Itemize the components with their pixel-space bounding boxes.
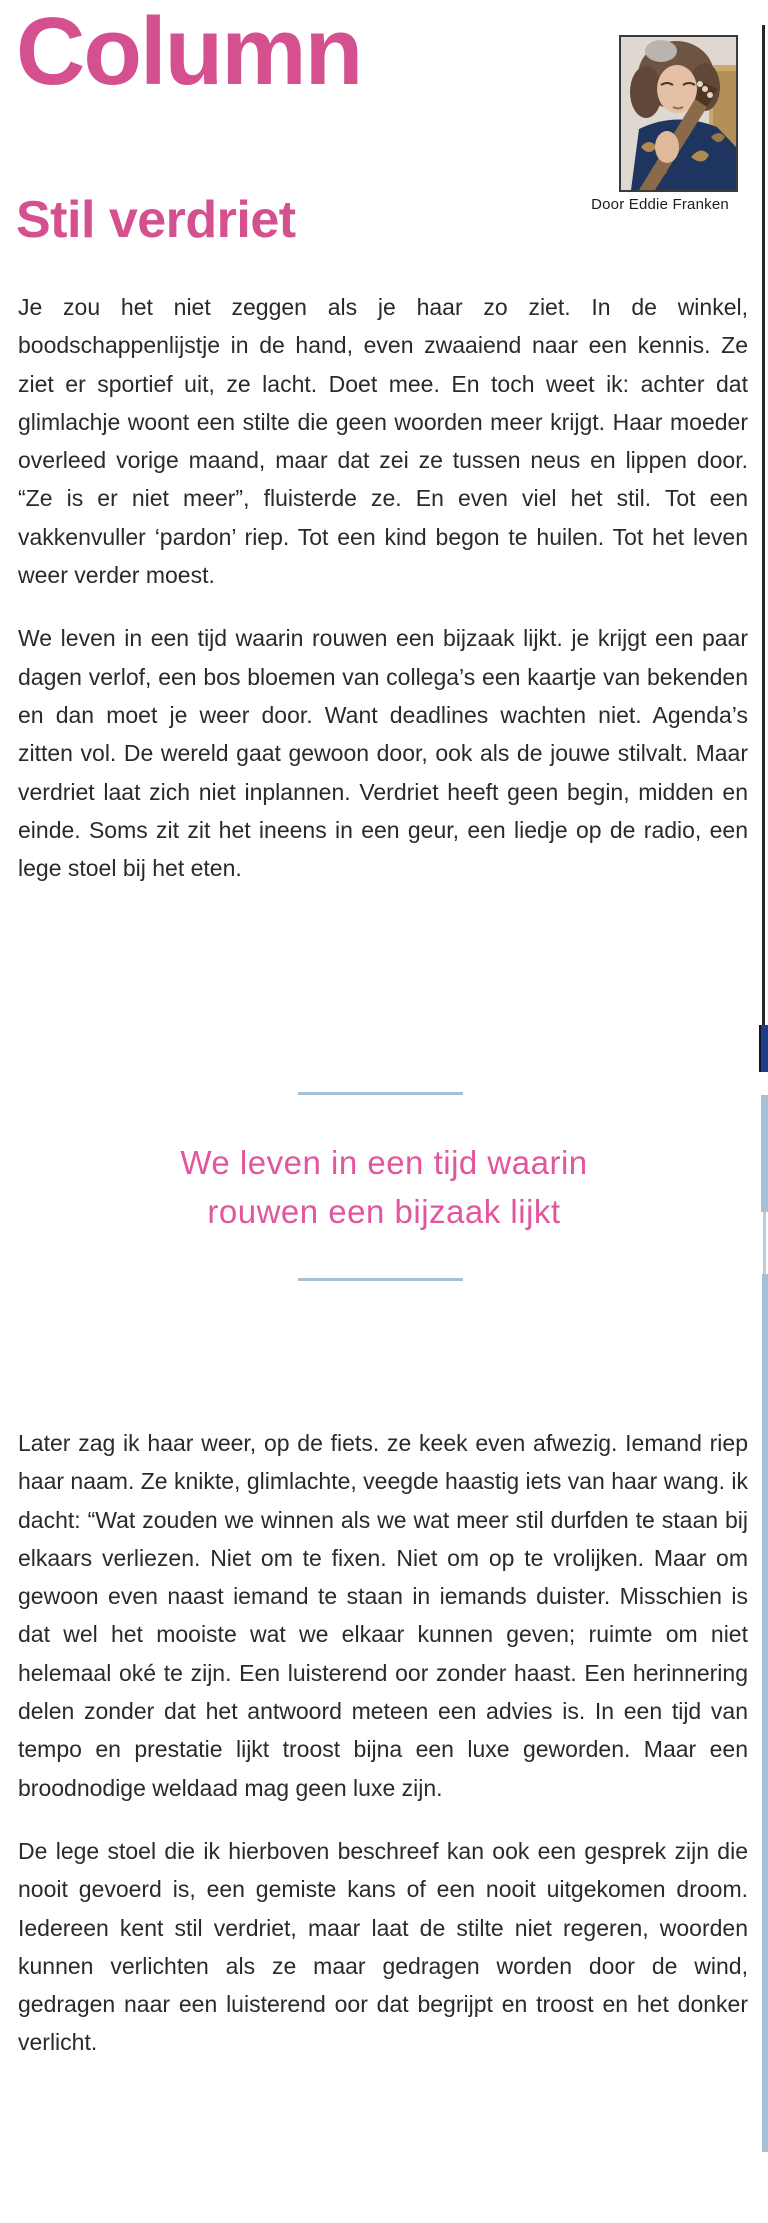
body-paragraph: We leven in een tijd waarin rouwen een bijzaak lijkt. je krijgt een paar dagen verlof, een bos bloemen van collega’s een kaartje van bekenden en dan moet je weer door. Want deadlines wachten niet. Agenda’s zitten vol. De wereld gaat gewoon door, ook als de jouwe stilvalt. Maar verdriet laat zich niet inplannen. Verdriet heeft geen begin, midden en einde. Soms zit zit het ineens in een geur, een liedje op de radio, een lege stoel bij het eten. <box>18 625 748 882</box>
body-paragraph: De lege stoel die ik hierboven beschreef kan ook een gesprek zijn die nooit gevoerd is, een gemiste kans of een nooit uitgekomen droom. Iedereen kent stil verdriet, maar laat de stilte niet regeren, woorden kunnen verlichten als ze maar gedragen worden door de wind, gedragen naar een luisterend oor dat begrijpt en troost en het donker verlicht. <box>18 1837 748 2056</box>
pullquote-divider-top <box>298 1092 463 1095</box>
page-title: Column <box>16 0 362 105</box>
author-photo <box>619 35 738 192</box>
author-photo-image <box>621 37 736 190</box>
photo-byline: Door Eddie Franken <box>591 196 729 213</box>
page-edge-line-blue <box>763 1212 766 1274</box>
pullquote <box>104 1138 664 1236</box>
body-paragraph: Je zou het niet zeggen als je haar zo ziet. In de winkel, boodschappenlijstje in de hand, even zwaaiend naar een kennis. Ze ziet er sportief uit, ze lacht. Doet mee. En toch weet ik: achter dat glimlachje woont een stilte die geen woorden meer krijgt. Haar moeder overleed vorige maand, maar dat zei ze tussen neus en lippen door. “Ze is er niet meer”, fluisterde ze. En even viel het stil. Tot een vakkenvuller ‘pardon’ riep. Tot een kind begon te huilen. Tot het leven weer verder moest. <box>18 294 748 589</box>
body-paragraph: Later zag ik haar weer, op de fiets. ze keek even afwezig. Iemand riep haar naam. Ze knikte, glimlachte, veegde haastig iets van haar wang. ik dacht: “Wat zouden we winnen als we wat meer stil durfden te staan bij elkaars verliezen. Niet om te fixen. Niet om op te vrolijken. Maar om gewoon even naast iemand te staan in iemands duister. Misschien is dat wel het mooiste wat we elkaar kunnen geven; ruimte om niet helemaal oké te zijn. Een luisterend oor zonder haast. Een herinnering delen zonder dat het antwoord meteen een advies is. In een tijd van tempo en prestatie lijkt troost bijna een luxe geworden. Maar een broodnodige weldaad mag geen luxe zijn. <box>18 1430 749 1801</box>
pullquote-text: We leven in een tijd waarin rouwen een bijzaak lijkt <box>180 1144 588 1230</box>
article-body-bottom <box>18 1424 748 2087</box>
page-edge-rule <box>762 25 765 1025</box>
article-body-top <box>18 288 748 912</box>
page-edge-tab-blue-long <box>762 1274 768 2152</box>
article-title: Stil verdriet <box>16 191 296 249</box>
page-edge-tab-navy <box>759 1025 768 1072</box>
page-edge-tab-blue <box>761 1095 768 1212</box>
pullquote-divider-bottom <box>298 1278 463 1281</box>
